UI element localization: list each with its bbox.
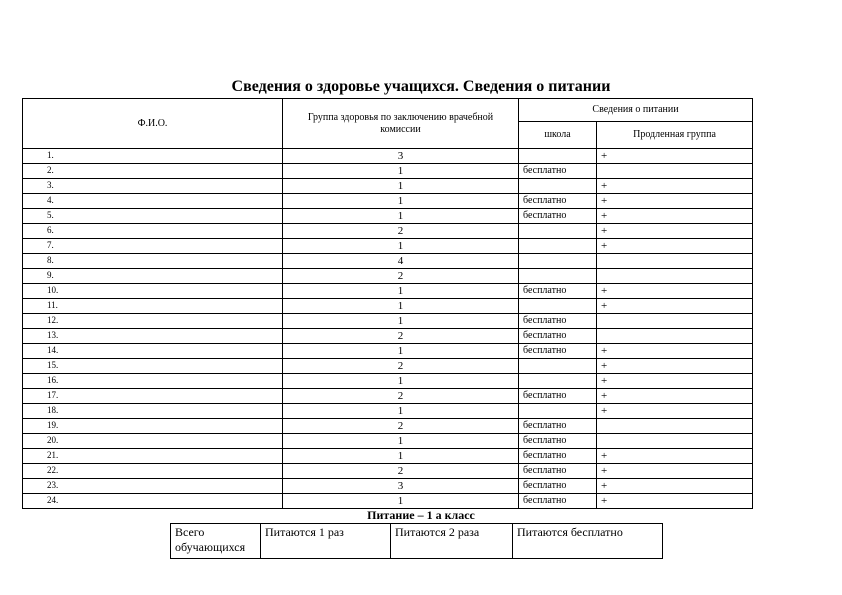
health-group-cell: 1 <box>283 239 519 254</box>
table-row <box>23 239 753 254</box>
row-number: 19. <box>23 419 283 434</box>
school-nutrition-cell: бесплатно <box>519 479 597 494</box>
row-number: 10. <box>23 284 283 299</box>
health-group-cell: 2 <box>283 419 519 434</box>
table-row <box>23 254 753 269</box>
health-group-cell: 2 <box>283 224 519 239</box>
table-row <box>23 314 753 329</box>
health-group-cell: 2 <box>283 329 519 344</box>
school-nutrition-cell: бесплатно <box>519 434 597 449</box>
header-school: школа <box>519 122 597 149</box>
health-group-cell: 3 <box>283 149 519 164</box>
row-number: 1. <box>23 149 283 164</box>
row-number: 18. <box>23 404 283 419</box>
table-row <box>23 494 753 509</box>
header-nutrition: Сведения о питании <box>519 99 753 122</box>
row-number: 21. <box>23 449 283 464</box>
table-row <box>23 449 753 464</box>
row-number: 4. <box>23 194 283 209</box>
health-group-cell: 1 <box>283 179 519 194</box>
health-group-cell: 3 <box>283 479 519 494</box>
school-nutrition-cell <box>519 254 597 269</box>
health-group-cell: 4 <box>283 254 519 269</box>
extended-group-cell <box>597 254 753 269</box>
row-number: 22. <box>23 464 283 479</box>
page-title: Сведения о здоровье учащихся. Сведения о питании <box>231 78 611 95</box>
school-nutrition-cell: бесплатно <box>519 419 597 434</box>
extended-group-cell: + <box>597 404 753 419</box>
row-number: 11. <box>23 299 283 314</box>
extended-group-cell: + <box>597 209 753 224</box>
health-group-cell: 1 <box>283 374 519 389</box>
school-nutrition-cell <box>519 269 597 284</box>
health-group-cell: 1 <box>283 494 519 509</box>
school-nutrition-cell: бесплатно <box>519 314 597 329</box>
health-group-cell: 2 <box>283 464 519 479</box>
nutrition-header-free: Питаются бесплатно <box>513 524 663 559</box>
nutrition-header-total: Всего обучающихся <box>171 524 261 559</box>
health-table-body <box>23 149 753 509</box>
table-row <box>23 149 753 164</box>
extended-group-cell <box>597 329 753 344</box>
school-nutrition-cell <box>519 239 597 254</box>
school-nutrition-cell: бесплатно <box>519 164 597 179</box>
school-nutrition-cell <box>519 149 597 164</box>
health-group-cell: 1 <box>283 194 519 209</box>
extended-group-cell: + <box>597 464 753 479</box>
header-extended-group: Продленная группа <box>597 122 753 149</box>
health-group-cell: 2 <box>283 269 519 284</box>
row-number: 17. <box>23 389 283 404</box>
row-number: 9. <box>23 269 283 284</box>
table-row <box>23 404 753 419</box>
health-group-cell: 2 <box>283 389 519 404</box>
row-number: 16. <box>23 374 283 389</box>
extended-group-cell: + <box>597 479 753 494</box>
school-nutrition-cell: бесплатно <box>519 284 597 299</box>
school-nutrition-cell: бесплатно <box>519 209 597 224</box>
health-group-cell: 1 <box>283 404 519 419</box>
extended-group-cell: + <box>597 359 753 374</box>
extended-group-cell: + <box>597 494 753 509</box>
table-row <box>23 374 753 389</box>
health-group-cell: 1 <box>283 284 519 299</box>
school-nutrition-cell: бесплатно <box>519 494 597 509</box>
row-number: 13. <box>23 329 283 344</box>
school-nutrition-cell <box>519 299 597 314</box>
table-row <box>23 464 753 479</box>
table-row <box>23 359 753 374</box>
row-number: 15. <box>23 359 283 374</box>
health-group-cell: 1 <box>283 314 519 329</box>
header-fio: Ф.И.О. <box>23 99 283 149</box>
extended-group-cell: + <box>597 194 753 209</box>
table-row <box>23 284 753 299</box>
row-number: 5. <box>23 209 283 224</box>
row-number: 2. <box>23 164 283 179</box>
table-row <box>23 419 753 434</box>
extended-group-cell <box>597 269 753 284</box>
table-row <box>23 434 753 449</box>
row-number: 12. <box>23 314 283 329</box>
table-row <box>23 389 753 404</box>
header-health-group: Группа здоровья по заключению врачебной комиссии <box>283 99 519 149</box>
extended-group-cell: + <box>597 224 753 239</box>
table-row <box>23 209 753 224</box>
health-group-cell: 1 <box>283 209 519 224</box>
row-number: 6. <box>23 224 283 239</box>
school-nutrition-cell: бесплатно <box>519 344 597 359</box>
school-nutrition-cell: бесплатно <box>519 464 597 479</box>
nutrition-title: Питание – 1 а класс <box>367 508 475 522</box>
table-row <box>23 164 753 179</box>
row-number: 3. <box>23 179 283 194</box>
health-group-cell: 1 <box>283 344 519 359</box>
school-nutrition-cell <box>519 224 597 239</box>
extended-group-cell: + <box>597 449 753 464</box>
extended-group-cell: + <box>597 179 753 194</box>
school-nutrition-cell: бесплатно <box>519 449 597 464</box>
table-row <box>23 269 753 284</box>
nutrition-header-once: Питаются 1 раз <box>261 524 391 559</box>
row-number: 24. <box>23 494 283 509</box>
table-row <box>23 194 753 209</box>
extended-group-cell <box>597 419 753 434</box>
nutrition-header-twice: Питаются 2 раза <box>391 524 513 559</box>
school-nutrition-cell: бесплатно <box>519 194 597 209</box>
extended-group-cell: + <box>597 149 753 164</box>
extended-group-cell <box>597 314 753 329</box>
school-nutrition-cell <box>519 404 597 419</box>
table-row <box>23 224 753 239</box>
table-row <box>23 179 753 194</box>
extended-group-cell <box>597 434 753 449</box>
table-row <box>23 299 753 314</box>
school-nutrition-cell: бесплатно <box>519 389 597 404</box>
extended-group-cell: + <box>597 284 753 299</box>
extended-group-cell: + <box>597 239 753 254</box>
school-nutrition-cell <box>519 359 597 374</box>
table-row <box>23 479 753 494</box>
row-number: 23. <box>23 479 283 494</box>
extended-group-cell <box>597 164 753 179</box>
health-group-cell: 1 <box>283 299 519 314</box>
school-nutrition-cell <box>519 374 597 389</box>
health-table <box>22 98 753 509</box>
extended-group-cell: + <box>597 344 753 359</box>
health-group-cell: 1 <box>283 434 519 449</box>
table-row <box>23 329 753 344</box>
row-number: 8. <box>23 254 283 269</box>
nutrition-table <box>170 523 663 559</box>
health-group-cell: 2 <box>283 359 519 374</box>
extended-group-cell: + <box>597 299 753 314</box>
extended-group-cell: + <box>597 374 753 389</box>
row-number: 7. <box>23 239 283 254</box>
table-row <box>23 344 753 359</box>
school-nutrition-cell <box>519 179 597 194</box>
row-number: 20. <box>23 434 283 449</box>
health-group-cell: 1 <box>283 164 519 179</box>
row-number: 14. <box>23 344 283 359</box>
health-group-cell: 1 <box>283 449 519 464</box>
school-nutrition-cell: бесплатно <box>519 329 597 344</box>
extended-group-cell: + <box>597 389 753 404</box>
